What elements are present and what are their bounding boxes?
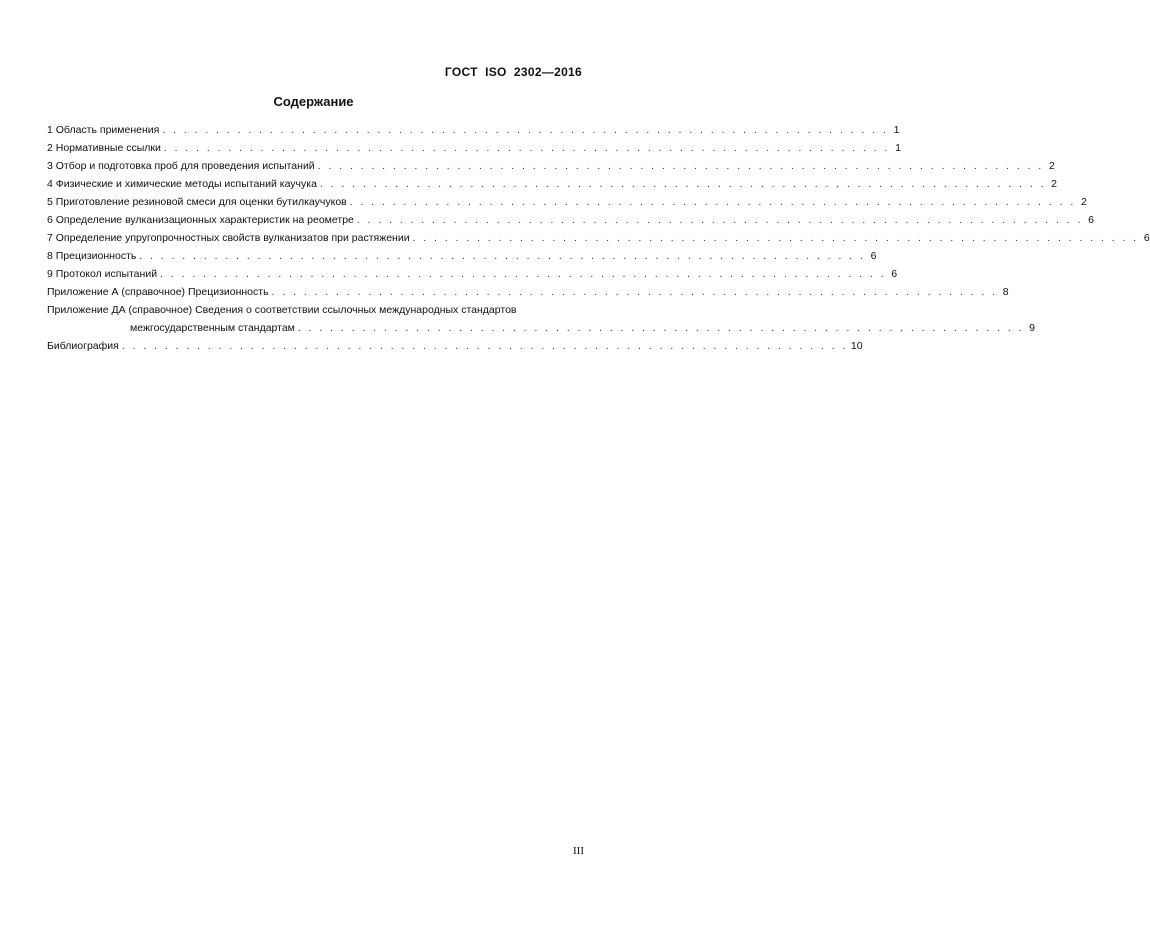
toc-leader-dots: . . . . . . . . . . . . . . . . . . . . . . . . . . . . . . . . . . . . . . . . . . . . . . . . . . . . . . . . . . . . . . . . . . . . bbox=[121, 341, 848, 352]
page-number: III bbox=[573, 845, 584, 857]
toc-entry-title: 4 Физические и химические методы испытаний каучука bbox=[47, 178, 317, 190]
toc-entry[interactable] bbox=[47, 139, 901, 157]
toc-entry-title: 6 Определение вулканизационных характеристик на реометре bbox=[47, 214, 354, 226]
toc-entry-page: 8 bbox=[1002, 286, 1009, 298]
toc-entry-title-continuation: межгосударственным стандартам bbox=[130, 322, 295, 334]
toc-entry-page: 1 bbox=[893, 124, 900, 136]
toc-leader-dots: . . . . . . . . . . . . . . . . . . . . . . . . . . . . . . . . . . . . . . . . . . . . . . . . . . . . . . . . . . . . . . . . . . . . bbox=[160, 269, 887, 280]
toc-entry-title: 7 Определение упругопрочностных свойств вулканизатов при растяжении bbox=[47, 232, 410, 244]
toc-leader-dots: . . . . . . . . . . . . . . . . . . . . . . . . . . . . . . . . . . . . . . . . . . . . . . . . . . . . . . . . . . . . . . . . . . . . bbox=[297, 323, 1024, 334]
toc-leader-dots: . . . . . . . . . . . . . . . . . . . . . . . . . . . . . . . . . . . . . . . . . . . . . . . . . . . . . . . . . . . . . . . . . . . . bbox=[412, 233, 1139, 244]
toc-entry-title: 3 Отбор и подготовка проб для проведения испытаний bbox=[47, 160, 315, 172]
toc-entry[interactable] bbox=[47, 283, 1009, 301]
toc-entry[interactable] bbox=[47, 211, 1094, 229]
toc-leader-dots: . . . . . . . . . . . . . . . . . . . . . . . . . . . . . . . . . . . . . . . . . . . . . . . . . . . . . . . . . . . . . . . . . . . . bbox=[356, 215, 1083, 226]
toc-entry-page: 6 bbox=[1088, 214, 1094, 226]
toc-entry[interactable] bbox=[47, 247, 877, 265]
toc-leader-dots: . . . . . . . . . . . . . . . . . . . . . . . . . . . . . . . . . . . . . . . . . . . . . . . . . . . . . . . . . . . . . . . . . . . . bbox=[317, 161, 1044, 172]
toc-entry-page: 6 bbox=[891, 268, 898, 280]
toc-entry[interactable] bbox=[47, 175, 1058, 193]
toc-entry[interactable] bbox=[47, 265, 898, 283]
toc-leader-dots: . . . . . . . . . . . . . . . . . . . . . . . . . . . . . . . . . . . . . . . . . . . . . . . . . . . . . . . . . . . . . . . . . . . . bbox=[319, 179, 1047, 190]
toc-entry-page: 2 bbox=[1051, 178, 1058, 190]
toc-title: Содержание bbox=[273, 94, 354, 109]
toc-entry-page: 10 bbox=[850, 340, 863, 352]
toc-entry[interactable] bbox=[47, 157, 1055, 175]
toc-entry-page: 6 bbox=[1143, 232, 1150, 244]
toc-leader-dots: . . . . . . . . . . . . . . . . . . . . . . . . . . . . . . . . . . . . . . . . . . . . . . . . . . . . . . . . . . . . . . . . . . . . bbox=[349, 197, 1076, 208]
toc-entry-title: Приложение А (справочное) Прецизионность bbox=[47, 286, 269, 298]
toc-entry[interactable] bbox=[47, 337, 863, 355]
toc-entry-page: 6 bbox=[870, 250, 877, 262]
toc-entry-page: 9 bbox=[1029, 322, 1035, 334]
toc-entry-title: 1 Область применения bbox=[47, 124, 160, 136]
toc-leader-dots: . . . . . . . . . . . . . . . . . . . . . . . . . . . . . . . . . . . . . . . . . . . . . . . . . . . . . . . . . . . . . . . . . . . . bbox=[162, 125, 889, 136]
toc-entry-title: 8 Прецизионность bbox=[47, 250, 137, 262]
document-code: ГОСТ ISO 2302—2016 bbox=[444, 65, 582, 79]
toc-entry-title: 5 Приготовление резиновой смеси для оценки бутилкаучуков bbox=[47, 196, 347, 208]
toc-entry[interactable] bbox=[47, 301, 584, 319]
toc-leader-dots: . . . . . . . . . . . . . . . . . . . . . . . . . . . . . . . . . . . . . . . . . . . . . . . . . . . . . . . . . . . . . . . . . . . . bbox=[163, 143, 890, 154]
toc-leader-dots: . . . . . . . . . . . . . . . . . . . . . . . . . . . . . . . . . . . . . . . . . . . . . . . . . . . . . . . . . . . . . . . . . . . . bbox=[139, 251, 866, 262]
table-of-contents bbox=[47, 121, 1150, 355]
toc-entry[interactable] bbox=[47, 193, 1087, 211]
toc-entry-title: 2 Нормативные ссылки bbox=[47, 142, 161, 154]
toc-entry-title: Библиография bbox=[47, 340, 119, 352]
toc-entry-title: Приложение ДА (справочное) Сведения о соответствии ссылочных международных стандартов bbox=[47, 304, 517, 316]
toc-entry[interactable] bbox=[47, 121, 900, 139]
toc-entry-page: 2 bbox=[1080, 196, 1087, 208]
toc-leader-dots: . . . . . . . . . . . . . . . . . . . . . . . . . . . . . . . . . . . . . . . . . . . . . . . . . . . . . . . . . . . . . . . . . . . . bbox=[271, 287, 998, 298]
toc-entry-continuation[interactable] bbox=[47, 319, 1035, 337]
toc-entry-page: 2 bbox=[1048, 160, 1055, 172]
toc-entry[interactable] bbox=[47, 229, 1150, 247]
toc-entry-page: 1 bbox=[895, 142, 901, 154]
toc-entry-title: 9 Протокол испытаний bbox=[47, 268, 158, 280]
